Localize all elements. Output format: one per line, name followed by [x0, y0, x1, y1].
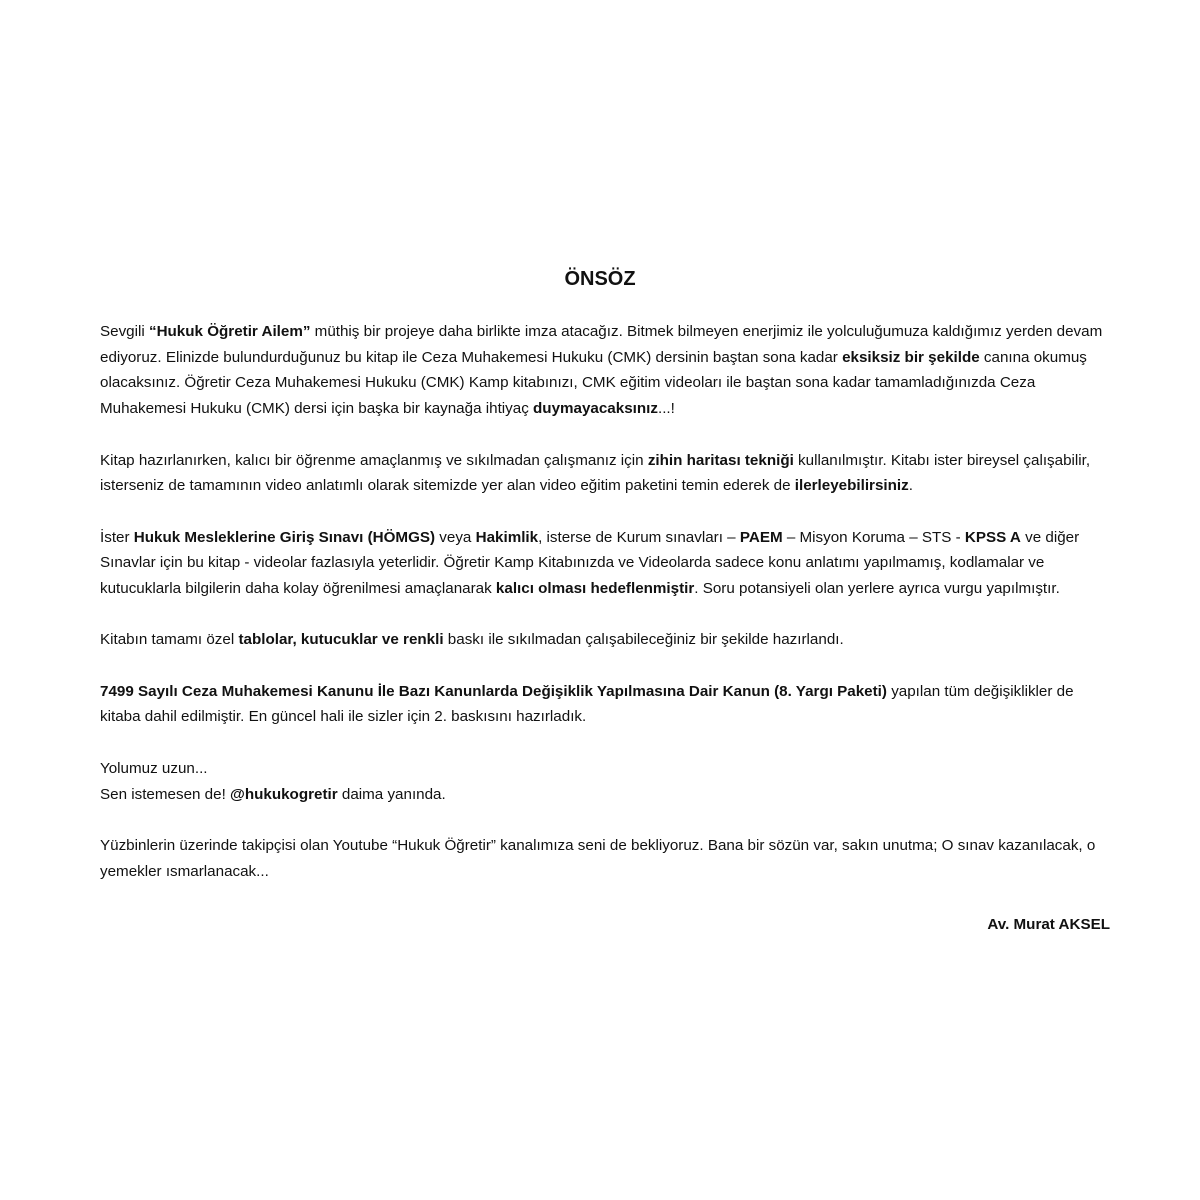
paragraph-6 [100, 756, 1110, 807]
preface-body [100, 319, 1110, 884]
paragraph-text: daima yanında. [337, 785, 446, 803]
paragraph-text: Sevgili [100, 323, 149, 340]
paragraph-text: Kitap hazırlanırken, kalıcı bir öğrenme amaçlanmış ve sıkılmadan çalışmanız için [100, 451, 648, 469]
paragraph-text: müthiş bir projeye daha birlikte imza atacağız. Bitmek bilmeyen enerjimiz ile yolculuğumuza kaldığımız yerden devam ediyoruz. Elinizde bulundurduğunuz bu kitap ile Ceza Muhakemesi Hukuku (CMK) dersinin baştan sona kadar [100, 323, 1103, 366]
paragraph-5 [100, 679, 1110, 730]
paragraph-text: ve diğer Sınavlar için bu kitap - videolar fazlasıyla yeterlidir. Öğretir Kamp Kitabınızda ve Videolarda sadece konu anlatımı yapılmamış, kodlamalar ve kutucuklarla bilgilerin daha kolay öğrenilmesi amaçlanarak [100, 528, 1080, 597]
paragraph-text: baskı ile sıkılmadan çalışabileceğiniz bir şekilde hazırlandı. [443, 631, 844, 649]
paragraph-text: yapılan tüm değişiklikler de kitaba dahil edilmiştir. En güncel hali ile sizler için 2. baskısını hazırladık. [100, 682, 1074, 726]
paragraph-text: , isterse de Kurum sınavları – [538, 528, 740, 546]
emphasis-text: @hukukogretir [230, 785, 338, 803]
emphasis-text: PAEM [739, 528, 783, 546]
paragraph-text: İster [100, 528, 134, 546]
paragraph-text: – Misyon Koruma – STS - [782, 528, 965, 546]
paragraph-text: veya [435, 528, 476, 546]
emphasis-text: KPSS A [964, 528, 1021, 546]
emphasis-text: Hakimlik [475, 528, 539, 546]
paragraph-3 [100, 525, 1110, 602]
emphasis-text: Hukuk Mesleklerine Giriş Sınavı (HÖMGS) [133, 528, 436, 546]
emphasis-text: tablolar, kutucuklar ve renkli [238, 631, 444, 649]
paragraph-4 [100, 627, 1110, 653]
paragraph-text: kullanılmıştır. Kitabı ister bireysel çalışabilir, isterseniz de tamamının video anlatımlı olarak sitemizde yer alan video eğitim paketini temin ederek de [100, 451, 1091, 495]
page-title: ÖNSÖZ [564, 268, 636, 290]
paragraph-text: . [908, 477, 913, 495]
paragraph-2 [100, 448, 1110, 499]
paragraph-text: . Soru potansiyeli olan yerlere ayrıca vurgu yapılmıştır. [694, 580, 1060, 597]
emphasis-text: duymayacaksınız [533, 400, 658, 418]
emphasis-text: kalıcı olması hedeflenmiştir [495, 580, 695, 597]
emphasis-text: eksiksiz bir şekilde [842, 348, 980, 366]
paragraph-7 [100, 833, 1110, 884]
author-signature: Av. Murat AKSEL [987, 916, 1110, 933]
paragraph-text: Yolumuz uzun... [100, 759, 208, 777]
paragraph-text: Sen istemesen de! [100, 785, 231, 803]
emphasis-text: ilerleyebilirsiniz [794, 477, 909, 495]
emphasis-text: 7499 Sayılı Ceza Muhakemesi Kanunu İle Bazı Kanunlarda Değişiklik Yapılmasına Dair Kanun (8. Yargı Paketi) [100, 682, 887, 700]
paragraph-text: Yüzbinlerin üzerinde takipçisi olan Youtube “Hukuk Öğretir” kanalımıza seni de bekliyoruz. Bana bir sözün var, sakın unutma; O sınav kazanılacak, o yemekler ısmarlanacak... [100, 836, 1096, 880]
emphasis-text: zihin haritası tekniği [647, 451, 794, 469]
paragraph-text: Kitabın tamamı özel [100, 631, 239, 649]
paragraph-text: ...! [657, 400, 675, 418]
paragraph-text: canına okumuş olacaksınız. Öğretir Ceza Muhakemesi Hukuku (CMK) Kamp kitabınızı, CMK eğitim videoları ile baştan sona kadar tamamladığınızda Ceza Muhakemesi Hukuku (CMK) dersi için başka bir kaynağa ihtiyaç [100, 348, 1087, 418]
paragraph-1 [100, 319, 1110, 422]
emphasis-text: “Hukuk Öğretir Ailem” [148, 323, 311, 340]
